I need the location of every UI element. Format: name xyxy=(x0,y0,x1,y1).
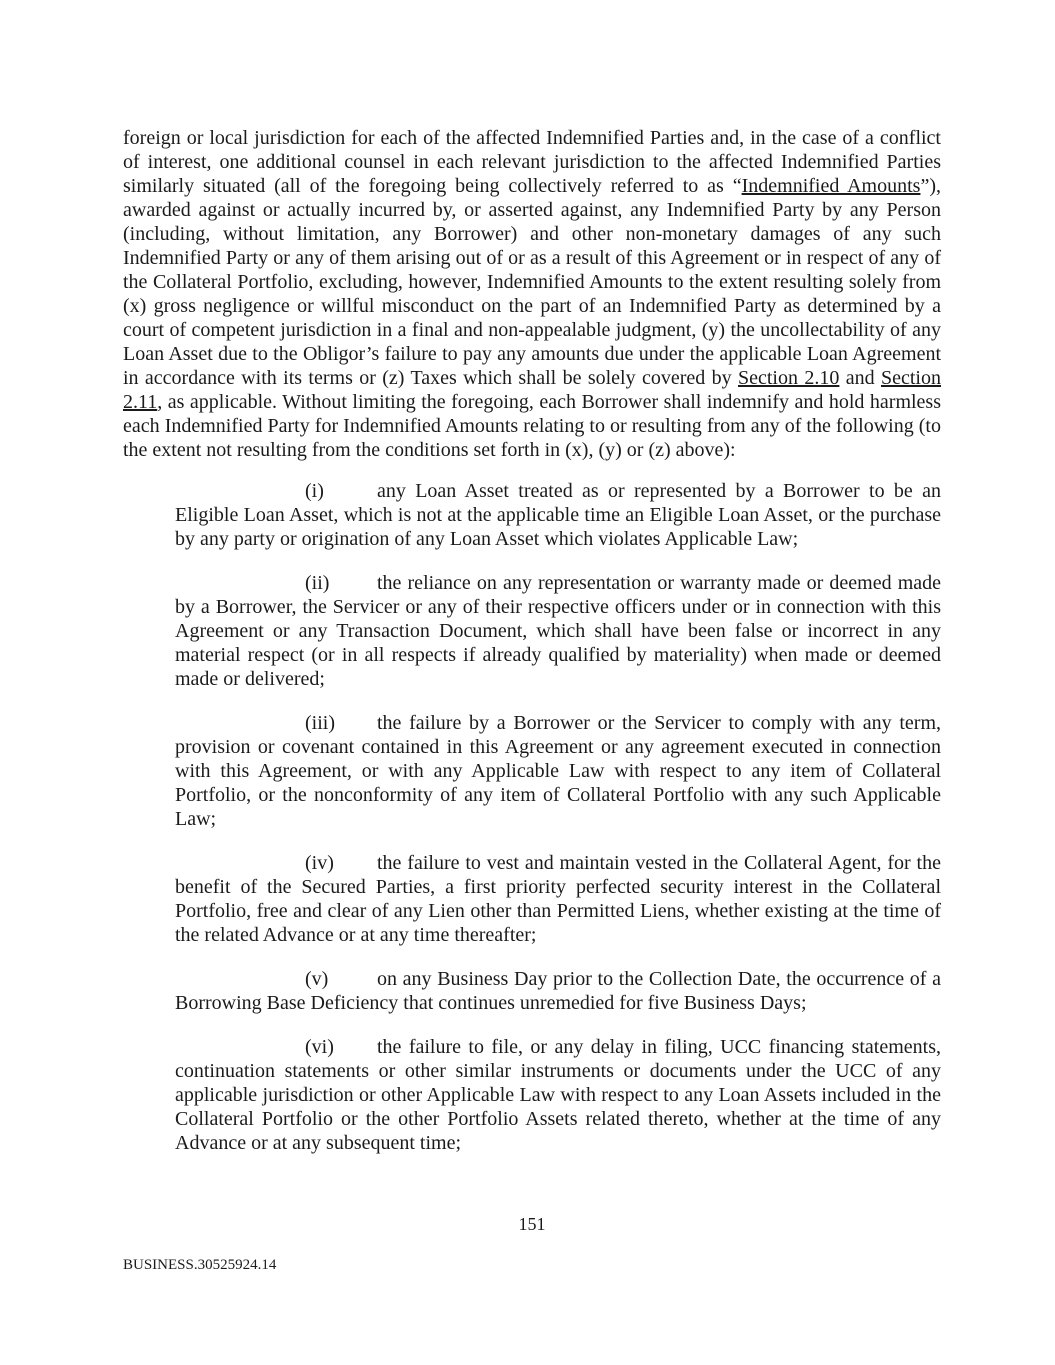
clause-number: (vi) xyxy=(305,1036,334,1058)
main-paragraph-text-1: foreign or local jurisdiction for each of the affected Indemnified Parties and, in the case of a conflict of interest, one additional counsel in each relevant jurisdiction to the affected Indemnified Parties similarly situated (all of the foregoing being collectively referred to as “ xyxy=(123,127,941,197)
main-paragraph-text-3: and xyxy=(839,367,881,389)
page-number: 151 xyxy=(518,1214,546,1234)
clause-number: (ii) xyxy=(305,572,330,594)
clause-item-iii xyxy=(175,711,941,831)
footer-document-id: BUSINESS.30525924.14 xyxy=(123,1257,277,1273)
clause-text: the failure to vest and maintain vested in the Collateral Agent, for the benefit of the Secured Parties, a first priority perfected security interest in the Collateral Portfolio, free and clear of any Lien other than Permitted Liens, whether existing at the time of the related Advance or at any time thereafter; xyxy=(175,852,941,946)
clause-number: (iv) xyxy=(305,852,334,874)
section-ref-2-10: Section 2.10 xyxy=(738,367,840,389)
clause-number: (iii) xyxy=(305,712,335,734)
section-ref-2-11: Section 2.11 xyxy=(123,367,941,413)
main-paragraph-text-4: , as applicable. Without limiting the foregoing, each Borrower shall indemnify and hold harmless each Indemnified Party for Indemnified Amounts relating to or resulting from any of the following (to the extent not resulting from the conditions set forth in (x), (y) or (z) above): xyxy=(123,391,941,461)
clause-text: on any Business Day prior to the Collection Date, the occurrence of a Borrowing Base Deficiency that continues unremedied for five Business Days; xyxy=(175,968,941,1014)
clause-text: the failure by a Borrower or the Servicer to comply with any term, provision or covenant contained in this Agreement or any agreement executed in connection with this Agreement, or with any Applicable Law with respect to any item of Collateral Portfolio, or the nonconformity of any item of Collateral Portfolio with any such Applicable Law; xyxy=(175,712,941,830)
clause-text: the reliance on any representation or warranty made or deemed made by a Borrower, the Servicer or any of their respective officers under or in connection with this Agreement or any Transaction Document, which shall have been false or incorrect in any material respect (or in all respects if already qualified by materiality) when made or deemed made or delivered; xyxy=(175,572,941,690)
clause-item-vi xyxy=(175,1035,941,1155)
main-paragraph xyxy=(123,126,941,462)
clause-item-v xyxy=(175,967,941,1015)
clause-item-i xyxy=(175,479,941,551)
clause-number: (i) xyxy=(305,480,324,502)
clause-number: (v) xyxy=(305,968,329,990)
clause-item-iv xyxy=(175,851,941,947)
clause-text: the failure to file, or any delay in filing, UCC financing statements, continuation statements or other similar instruments or documents under the UCC of any applicable jurisdiction or other Applicable Law with respect to any Loan Assets included in the Collateral Portfolio or the other Portfolio Assets related thereto, whether at the time of any Advance or at any subsequent time; xyxy=(175,1036,941,1154)
clause-text: any Loan Asset treated as or represented by a Borrower to be an Eligible Loan Asset, which is not at the applicable time an Eligible Loan Asset, or the purchase by any party or origination of any Loan Asset which violates Applicable Law; xyxy=(175,480,941,550)
clause-item-ii xyxy=(175,571,941,691)
document-body xyxy=(123,126,941,1175)
defined-term-indemnified-amounts: Indemnified Amounts xyxy=(741,175,921,197)
main-paragraph-text-2: ”), awarded against or actually incurred by, or asserted against, any Indemnified Party by any Person (including, without limitation, any Borrower) and other non-monetary damages of any such Indemnified Party or any of them arising out of or as a result of this Agreement or in respect of any of the Collateral Portfolio, excluding, however, Indemnified Amounts to the extent resulting solely from (x) gross negligence or willful misconduct on the part of an Indemnified Party as determined by a court of competent jurisdiction in a final and non-appealable judgment, (y) the uncollectability of any Loan Asset due to the Obligor’s failure to pay any amounts due under the applicable Loan Agreement in accordance with its terms or (z) Taxes which shall be solely covered by xyxy=(123,175,942,389)
